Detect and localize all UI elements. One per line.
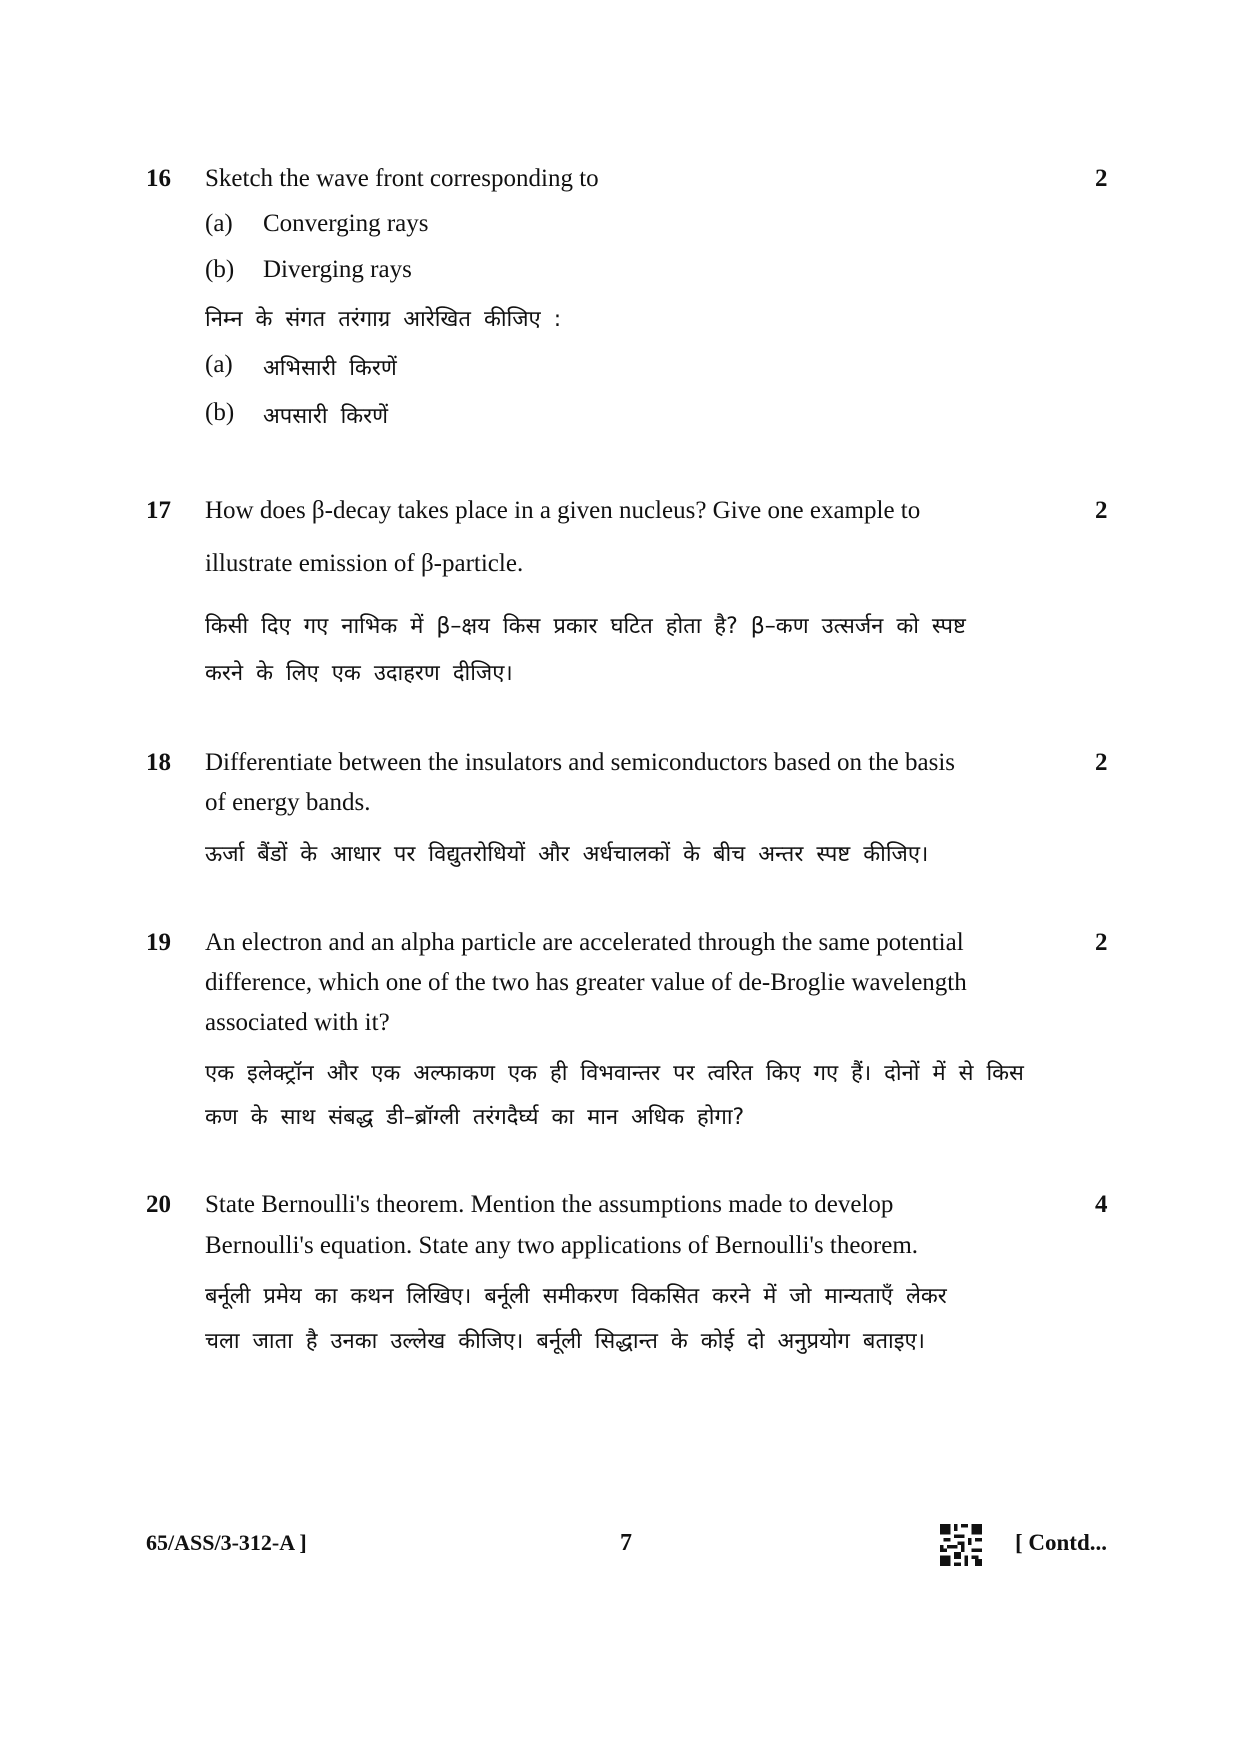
question-marks: 2 [1095, 929, 1108, 956]
page-number: 7 [620, 1530, 632, 1556]
question-marks: 2 [1095, 165, 1108, 192]
option-a-label-hi: (a) [205, 351, 233, 378]
question-text-en-line2: illustrate emission of β-particle. [205, 550, 524, 577]
question-text-en-line2: difference, which one of the two has greater value of de-Broglie wavelength [205, 969, 967, 996]
question-number: 20 [146, 1191, 171, 1218]
question-number: 17 [146, 497, 171, 524]
question-text-en-line1: How does β-decay takes place in a given nucleus? Give one example to [205, 497, 921, 524]
question-number: 18 [146, 749, 171, 776]
question-text-hi-line2: कण के साथ संबद्ध डी–ब्रॉग्ली तरंगदैर्घ्य का मान अधिक होगा? [205, 1105, 745, 1130]
option-b-text-hi: अपसारी किरणें [263, 404, 389, 429]
question-text-hi-line1: एक इलेक्ट्रॉन और एक अल्फाकण एक ही विभवान्तर पर त्वरित किए गए हैं। दोनों में से किस [205, 1061, 1024, 1086]
continued-label: [ Contd... [1015, 1530, 1108, 1555]
question-marks: 2 [1095, 749, 1108, 776]
question-text-en-line1: State Bernoulli's theorem. Mention the assumptions made to develop [205, 1191, 894, 1218]
option-a-label: (a) [205, 210, 233, 237]
option-b-text-en: Diverging rays [263, 256, 412, 283]
question-number: 19 [146, 929, 171, 956]
question-text-hi-line1: ऊर्जा बैंडों के आधार पर विद्युतरोधियों और अर्धचालकों के बीच अन्तर स्पष्ट कीजिए। [205, 842, 929, 867]
question-text-hi-line1: किसी दिए गए नाभिक में β–क्षय किस प्रकार घटित होता है? β–कण उत्सर्जन को स्पष्ट [205, 614, 966, 639]
question-text-hi-line2: करने के लिए एक उदाहरण दीजिए। [205, 661, 513, 686]
option-b-label-hi: (b) [205, 399, 235, 426]
option-b-label: (b) [205, 256, 235, 283]
question-text-en-line3: associated with it? [205, 1009, 390, 1036]
question-marks: 4 [1095, 1191, 1108, 1218]
option-a-text-en: Converging rays [263, 210, 429, 237]
qr-code-icon [940, 1524, 982, 1566]
question-text-en-line1: Differentiate between the insulators and semiconductors based on the basis [205, 749, 956, 776]
paper-code: 65/ASS/3-312-A ] [146, 1530, 307, 1555]
question-text-hi-line1: बर्नूली प्रमेय का कथन लिखिए। बर्नूली समीकरण विकसित करने में जो मान्यताएँ लेकर [205, 1284, 947, 1309]
question-text-hi: निम्न के संगत तरंगाग्र आरेखित कीजिए : [205, 307, 562, 332]
question-text-hi-line2: चला जाता है उनका उल्लेख कीजिए। बर्नूली सिद्धान्त के कोई दो अनुप्रयोग बताइए। [205, 1329, 926, 1354]
question-text-en: Sketch the wave front corresponding to [205, 165, 599, 192]
question-text-en-line1: An electron and an alpha particle are accelerated through the same potential [205, 929, 964, 956]
page-footer [0, 1530, 1240, 1570]
option-a-text-hi: अभिसारी किरणें [263, 356, 397, 381]
question-text-en-line2: of energy bands. [205, 789, 371, 816]
question-text-en-line2: Bernoulli's equation. State any two applications of Bernoulli's theorem. [205, 1232, 919, 1259]
question-marks: 2 [1095, 497, 1108, 524]
question-number: 16 [146, 165, 171, 192]
